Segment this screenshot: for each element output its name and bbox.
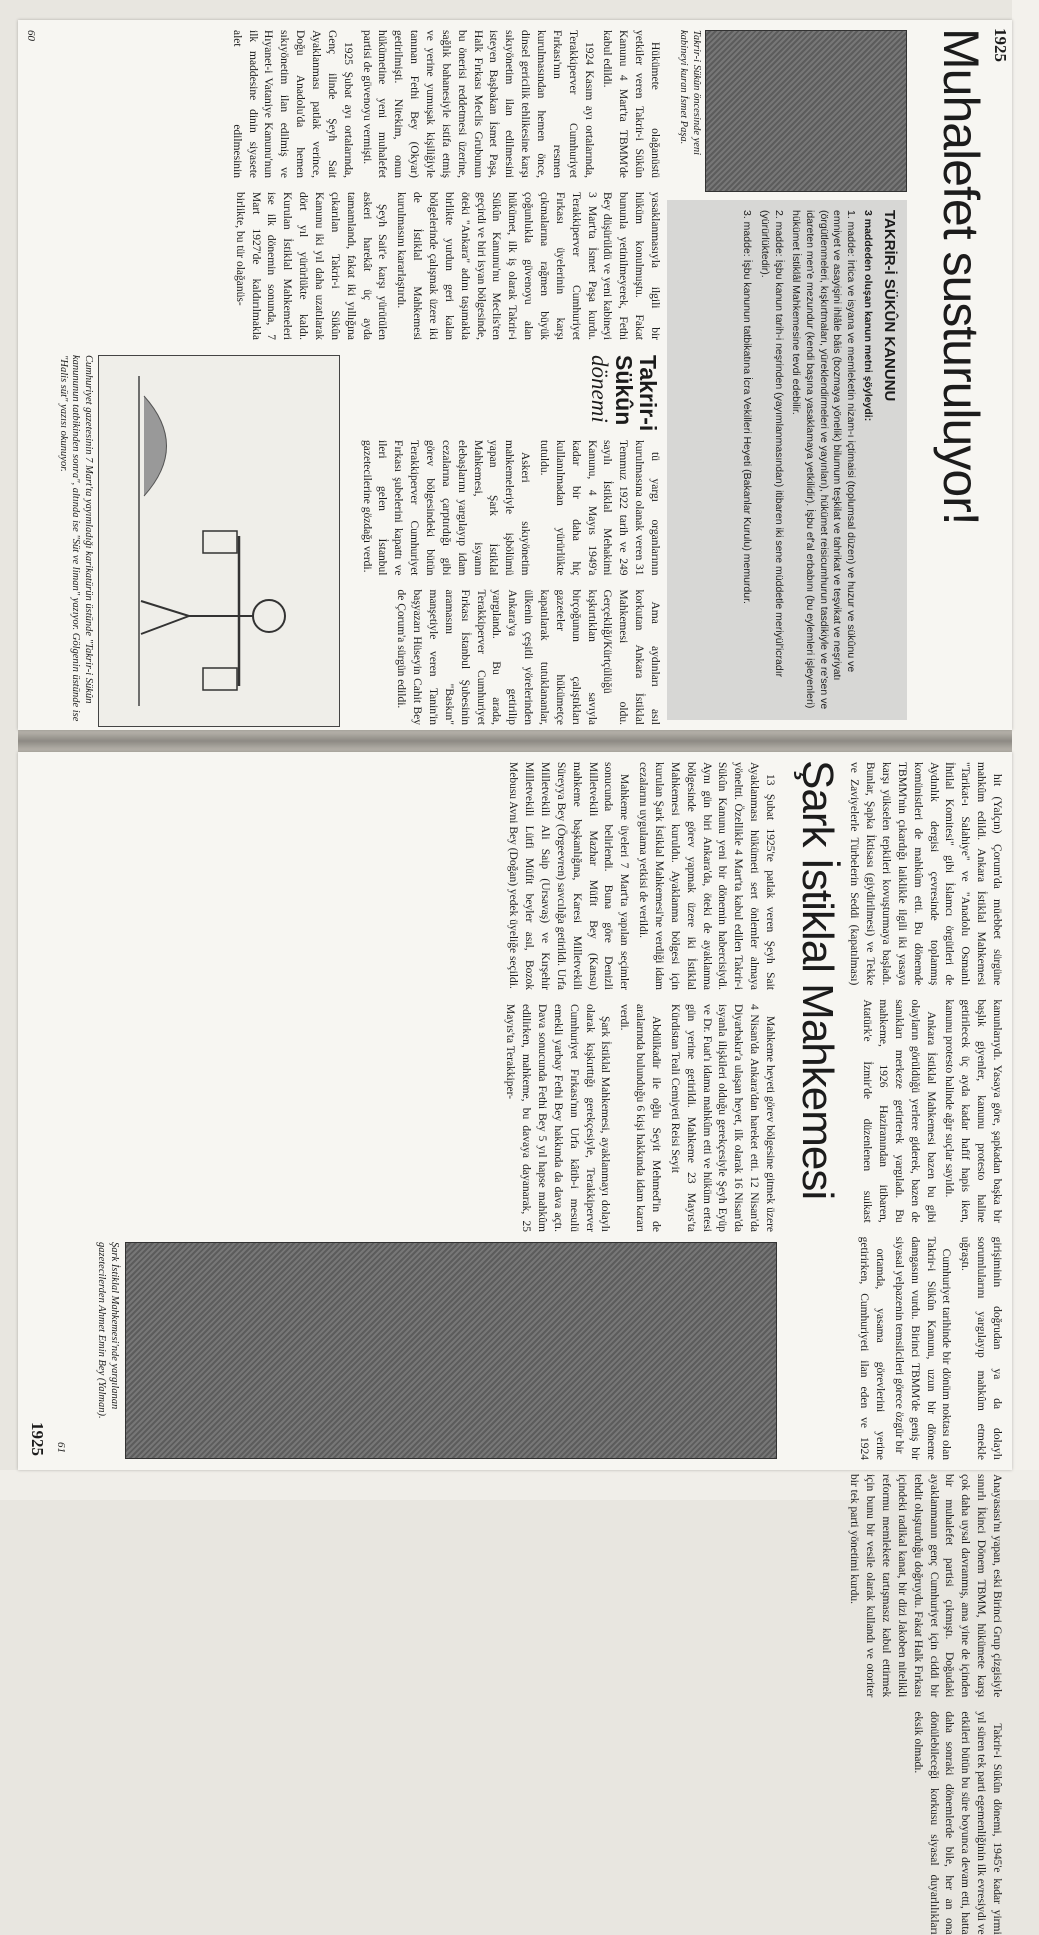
- law-box-intro: 3 maddeden oluşan kanun metni şöyleydi:: [862, 210, 875, 422]
- photo-caption: Şark İstiklal Mahkemesi'nde yargılanan gazetecilerden Ahmet Emin Bey (Yalman).: [96, 1242, 120, 1419]
- paragraph: tü yargı organlarının kurulmasına olanak veren 31 Temmuz 1922 tarih ve 249 sayılı İstiklal Mehakimi Kanunu, 4 Mayıs 1949'a kadar bir daha hiç kullanılmadan yürürlükte tutuldu.: [537, 440, 661, 576]
- law-box: [667, 200, 907, 720]
- book-edge: [1012, 0, 1039, 1500]
- paragraph: Askeri sıkıyönetim mahkemeleriyle işbölümü yapan Şark İstiklal Mahkemesi, isyanın elebaşlarını yargılayıp idam cezalarına çarptırdığı gibi görev bölgesindeki bütün Terakkiperver Cumhuriyet Fırkası şubelerini kapattı ve ileri gelen İstanbul gazetecilerine gözdağı verdi.: [360, 440, 532, 576]
- paragraph: Şark İstiklal Mahkemesi, ayaklanmayı dolaylı olarak kışkırttığı gerekçesiyle, Terakkiperver Cumhuriyet Fırkası'nın Urfa kâtib-i mesulü emekli yarbay Fethi Bey hakkında da dava açtı. Dava sonucunda Fethi Bey 5 yıl hapse mahkûm edilirken, mahkeme, bu davaya dayanarak, 25 Mayıs'ta Terakkiper-: [504, 1004, 612, 1232]
- paragraph: Ama aydınları asıl korkutan Ankara İstiklal Mahkemesi oldu. Gerçekliği/Kürtçülüğü kışkırtıklan savıyla birçoğunun çalıştıkları gazeteler hükümetçe kapatılarak tutuklananlar, ülkenin çeşitli yörelerinden Ankara'ya getirilip yargılandı. Bu arada, Terakkiperver Cumhuriyet Fırkası İstanbul Şubesinin aramasını "Baskın" manşetiyle veren Tanin'in başyazarı Hüseyin Cahit Bey de Çorum'a sürgün edildi.: [395, 589, 661, 725]
- paragraph: Şeyh Sait'e karşı yürütülen askeri harekât üç ayda tamamlandı, fakat iki yıllığına çıkarılan Takrir-i Sükûn Kanunu iki yıl daha uzatılarak dört yıl yürürlükte kaldı. Kurulan İstiklal Mahkemeleri ise ilk dönemin sonunda, 7 Mart 1927'de kaldırılmakla birlikte, bu tür olağanüs-: [233, 192, 389, 340]
- page-61-content: [18, 752, 1012, 1935]
- paragraph: 13 Şubat 1925'te patlak veren Şeyh Sait Ayaklanması hükümeti sert önlemler almaya yöneltti. Özellikle 4 Mart'ta kabul edilen Takrir-i Sükûn Kanunu yeni bir dönemin habercisiydi. Aynı gün biri Ankara'da, öteki de ayaklanma bölgesinde görev yapmak üzere iki İstiklal Mahkemesi kuruldu. Ayaklanma bölgesi için kurulan Şark İstiklal Mahkemesi'ne verdiği idam cezalarını uygulama yetkisi de verildi.: [637, 762, 776, 990]
- law-item: 3. madde: İşbu kanunun tatbikatına İcra Vekilleri Heyeti (Bakanlar Kurulu) memurdur.: [741, 210, 754, 604]
- portrait-photo: [705, 30, 907, 192]
- paragraph: Takrir-i Sükûn dönemi, 1945'e kadar yirmi yıl süren tek parti egemenliğinin ilk evresiydi ve etkileri bütün bu süre boyunca devam etti, hatta daha sonraki dönemlerde bile, her an ona dönülebileceği korkusu siyasal duyarlılıkları eksik olmadı.: [911, 1711, 1003, 1935]
- year-label: 1925: [28, 1422, 47, 1456]
- law-box-heading: TAKRİR-İ SÜKÛN KANUNU: [881, 210, 898, 402]
- law-item: 2. madde: İşbu kanun tarih-i neşrinden (yayımlanmasından) itibaren iki sene müddetle meriyül'icradır (yürürlüktedir).: [759, 210, 785, 678]
- section-body: [87, 762, 777, 1232]
- page-61: [18, 752, 1012, 1935]
- page-60: [18, 20, 1012, 730]
- section-title: Şark İstiklal Mahkemesi: [793, 760, 842, 1200]
- article-continuation: [844, 762, 1004, 1935]
- photo-caption: Takrir-i Sükûn öncesinde yeni kabineyi kuran İsmet Paşa.: [678, 30, 702, 156]
- paragraph: Mahkeme heyeti görev bölgesine gitmek üzere 4 Nisan'da Ankara'dan hareket etti. 12 Nisan'da Diyarbakır'a ulaşan heyet, ilk olarak 16 Nisan'da isyanla ilişkileri olduğu gerekçesiyle Şeyh Eyüp ve Dr. Fuat'ı idama mahkûm etti ve hüküm ertesi gün yerine getirildi. Mahkeme 23 Mayıs'ta Kürdistan Teali Cemiyeti Reisi Seyit: [668, 1004, 776, 1232]
- article-column-2: [344, 440, 662, 725]
- year-label: 1925: [991, 28, 1010, 62]
- side-heading-line: Takrir-i: [635, 355, 661, 432]
- paragraph: Hükümete olağanüstü yetkiler veren Takrir-i Sükûn Kanunu 4 Mart'ta TBMM'de kabul edildi.: [601, 30, 661, 178]
- page-number: 61: [55, 1442, 67, 1453]
- page-60-content: [18, 20, 1012, 730]
- cartoon-caption: Cumhuriyet gazetesinin 7 Mart'ta yayımladığı karikatürün üstünde "Takrir-i Sükûn kanununun tatbikinden sonra", altında ise "Süt ve liman" yazıyor. Gölgenin üstünde ise "Halis süt" yazısı okunuyor.: [57, 355, 94, 722]
- paragraph: Abdülkadir ile oğlu Seyit Mehmed'in de aralarında bulunduğu 6 kişi hakkında idam kararı verdi.: [618, 1004, 662, 1232]
- paragraph: Mahkeme üyeleri 7 Mart'ta yapılan seçimler sonucunda belirlendi. Buna göre Denizli Milletvekili Mazhar Müfit Bey (Kansu) mahkeme başkanlığına, Karesi Milletvekili Süreyya Bey (Örgeevren) savcılığa getirildi. Urfa Milletvekili Ali Saip (Ursavaş) ve Kırşehir Milletvekili Lütfi Müfit beyler asıl, Bozok Mebusu Avni Bey (Doğan) yedek üyeliğe seçildi.: [507, 762, 631, 990]
- side-heading: [586, 355, 660, 435]
- paragraph: 1924 Kasım ayı ortalarında, Terakkiperver Cumhuriyet Fırkası'nın resmen kurulmasından hemen önce, dinsel gericilik tehlikesine karşı sıkıyönetim ilan edilmesini isteyen Başbakan İsmet Paşa, Halk Fırkası Meclis Grubunun bu önerisi reddetmesi üzerine, sağlık bahanesiyle istifa etmiş ve yerine yumuşak kişiliğiyle tanınan Fethi Bey (Okyar) getirilmişti. Nitekim, onun hükümetine yeni muhalefet partisi de güvenoyu vermişti.: [360, 30, 595, 178]
- side-heading-line: Sükûn: [610, 355, 637, 426]
- paragraph: ortamda, yasama görevlerini yerine getirirken, Cumhuriyeti ilan eden ve 1924 Anayasası'nı yapan, eski Birinci Grup çizgisiyle sınırlı İkinci Dönem TBMM, hükümete karşı çok daha uysal davranmış, ama yine de içinden bir muhalefet partisi çıkmıştı. Doğudaki ayaklanmanın genç Cumhuriyet için ciddi bir tehdit oluşturduğu doğruydu. Fakat Halk Fırkası içindeki radikal kanat, bir dizi Jakoben nitelikli reformu memlekete tartışmasız kabul ettirmek için bunu bir vesile olarak kullandı ve otoriter bir tek parti yönetimi kurdu.: [848, 1236, 1003, 1698]
- paragraph: Ankara İstiklal Mahkemesi bazen bu gibi olayların görüldüğü yerlere giderek, bazen de sanıkları merkeze getirterek yargıladı. Bu mahkeme, 1926 Haziranından itibaren, Atatürk'e İzmir'de düzenlenen suikast girişiminin doğrudan ya da dolaylı sorumlularını yargılayıp mahkûm etmekle uğraştı.: [861, 999, 1003, 1460]
- law-item: 1. madde: İrtica ve isyana ve memleketin nizam-ı içtimaisi (toplumsal düzen) ve huzur ve sükûnu ve emniyet ve asayişini ihlâle bâis (bozmaya yönelik) bilumum teşkilat ve tahrikat ve teşvikat ve neşriyatı (örgütlenmeleri, kışkırtmaları, yüreklendirmeleri ve yayınları), hükümet reisicumhurun tasdikiyle ve re'sen ve idareten men'e mezundur (kendi başına yasaklamaya yetkilidir). İşbu ef'al erbabını (bu eylemleri işleyenleri) hükümet İstiklâl Mahkemesine tevdi edebilir.: [790, 210, 857, 710]
- paragraph: hit (Yalçın) Çorum'da müebbet sürgüne mahkûm edildi. Ankara İstiklal Mahkemesi "Tarikat-ı Salahiye" ve "Anadolu Osmanlı İhtilal Komitesi" gibi İslamcı örgütleri de Aydınlık dergisi çevresinde toplanmış komünistleri de mahkûm etti. Bu dönemde TBMM'nin çıkardığı laiklikle ilgili iki yasaya karşı yükselen tepkileri kovuşturmaya başladı. Bunlar, Şapka İktisası (giydirilmesi) ve Tekke ve Zaviyelerle Türbelerin Seddi (kapatılması) kanunlarıydı. Yasaya göre, şapkadan başka bir başlık giyenler, kanunu protesto haline getirilecek üç ayda kadar hafif hapis iken, kanunu protesto halinde ağır suçlar sayıldı.: [848, 762, 1003, 1223]
- page-title: Muhalefet susturuluyor!: [933, 28, 989, 525]
- paragraph: 1925 Şubat ayı ortalarında, Genç ilinde Şeyh Sait Ayaklanması patlak verince, Doğu Anadolu'da hemen sıkıyönetim ilan edilmiş ve Hıyanet-i Vataniye Kanunu'nun ilk maddesine dinin siyasete alet edilmesinin yasaklanmasıyla ilgili bir hüküm konulmuştu. Fakat bununla yetinilmeyerek, Fethi Bey düşürüldü ve yeni kabineyi 3 Mart'ta İsmet Paşa kurdu. Terakkiperver Cumhuriyet Fırkası üyelerinin karşı çıkmalarına rağmen büyük çoğunlukla güvenoyu alan hükümet, ilk iş olarak Takrir-i Sükûn Kanunu'nu Meclis'ten geçirdi ve biri isyan bölgesinde, öteki "Ankara" adını taşımakla birlikte yurdun geri kalan bölgelerinde çalışmak üzere iki de İstiklal Mahkemesi kurulmasını kararlaştırdı.: [230, 30, 661, 340]
- journalist-photo: [125, 1242, 777, 1459]
- article-column-1: [42, 30, 662, 340]
- cartoon-illustration: [98, 355, 340, 727]
- side-heading-line: dönemi: [586, 355, 612, 423]
- page-number: 60: [25, 30, 37, 41]
- paragraph: Cumhuriyet tarihinde bir dönüm noktası olan Takrir-i Sükûn Kanunu, uzun bir döneme damgasını vurdu. Birinci TBMM'de geniş bir siyasal yelpazenin temsilcileri görece özgür bir: [892, 1236, 953, 1460]
